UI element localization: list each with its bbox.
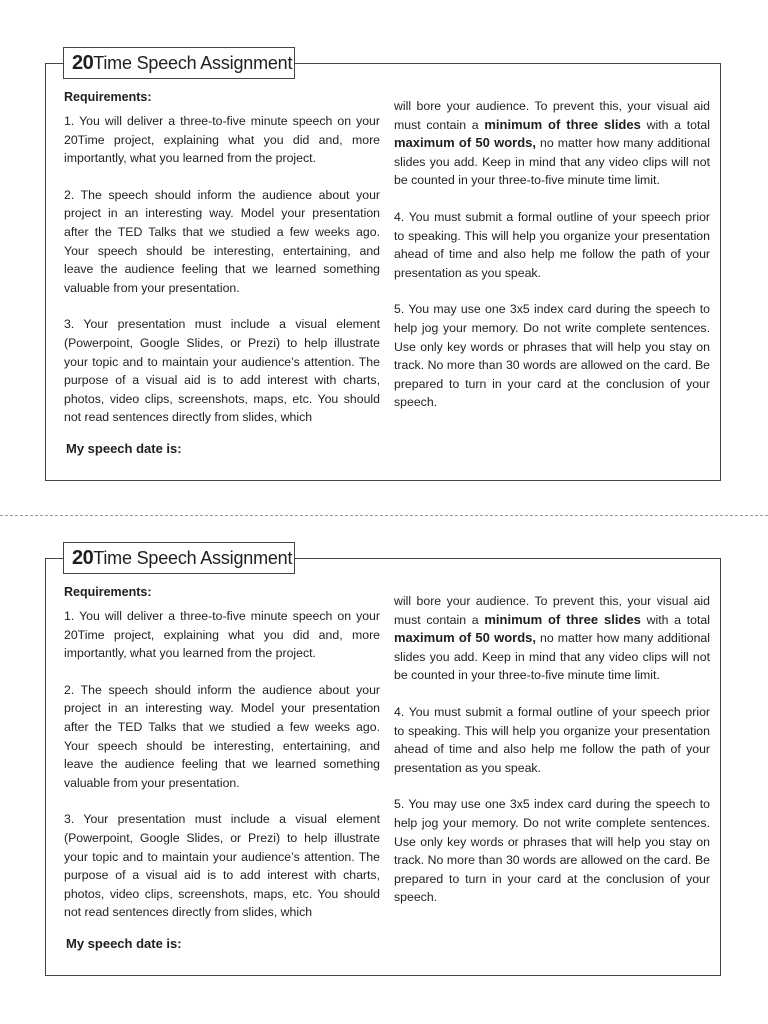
- card-title: [63, 542, 295, 574]
- title-number: 20: [72, 546, 94, 569]
- requirement-5: 5. You may use one 3x5 index card during the speech to help jog your memory. Do not write complete sentences. Use only key words or phrases that will help you stay on track. No more than 30 words are allowed on the card. Be prepared to turn in your card at the conclusion of your speech.: [394, 302, 710, 410]
- requirement-3: 3. Your presentation must include a visual element (Powerpoint, Google Slides, or Prezi) to help illustrate your topic and to maintain your audience’s attention. The purpose of a visual aid is to add interest with charts, photos, video clips, screenshots, maps, etc. You should not read sentences directly from slides, which: [64, 812, 380, 920]
- requirement-2: 2. The speech should inform the audience about your project in an interesting way. Model your presentation after the TED Talks that we studied a few weeks ago. Your speech should be interesting, entertaining, and leave the audience feeling that we learned something valuable from your presentation.: [64, 187, 380, 295]
- cut-line-divider: [0, 515, 768, 516]
- min-slides-emphasis: minimum of three slides: [484, 116, 641, 132]
- min-slides-emphasis: minimum of three slides: [484, 611, 641, 627]
- requirement-3-continued: will bore your audience. To prevent this, your visual aid must contain a minimum of three slides with a total maximum of 50 words, no matter how many additional slides you add. Keep in mind that any video clips will not be counted in your three-to-five minute time limit.: [394, 99, 710, 188]
- requirement-5: 5. You may use one 3x5 index card during the speech to help jog your memory. Do not write complete sentences. Use only key words or phrases that will help you stay on track. No more than 30 words are allowed on the card. Be prepared to turn in your card at the conclusion of your speech.: [394, 797, 710, 905]
- requirement-4: 4. You must submit a formal outline of your speech prior to speaking. This will help you organize your presentation ahead of time and also help me follow the path of your presentation as you speak.: [394, 209, 710, 280]
- assignment-card-top: [45, 51, 721, 481]
- speech-date-label: My speech date is:: [66, 441, 182, 456]
- title-text: Time Speech Assignment: [93, 547, 293, 568]
- card-title: [63, 47, 295, 79]
- requirement-1: 1. You will deliver a three-to-five minute speech on your 20Time project, explaining what you did and, more importantly, what you learned from the project.: [64, 114, 380, 166]
- title-text: Time Speech Assignment: [93, 52, 293, 73]
- requirement-2: 2. The speech should inform the audience about your project in an interesting way. Model your presentation after the TED Talks that we studied a few weeks ago. Your speech should be interesting, entertaining, and leave the audience feeling that we learned something valuable from your presentation.: [64, 682, 380, 790]
- left-column: [64, 583, 380, 940]
- assignment-card-bottom: [45, 546, 721, 976]
- left-column: [64, 88, 380, 445]
- requirements-heading: Requirements:: [64, 585, 152, 599]
- requirement-3-continued: will bore your audience. To prevent this, your visual aid must contain a minimum of three slides with a total maximum of 50 words, no matter how many additional slides you add. Keep in mind that any video clips will not be counted in your three-to-five minute time limit.: [394, 594, 710, 683]
- requirement-1: 1. You will deliver a three-to-five minute speech on your 20Time project, explaining what you did and, more importantly, what you learned from the project.: [64, 609, 380, 661]
- max-words-emphasis: maximum of 50 words,: [394, 630, 537, 646]
- requirement-4: 4. You must submit a formal outline of your speech prior to speaking. This will help you organize your presentation ahead of time and also help me follow the path of your presentation as you speak.: [394, 704, 710, 775]
- right-column: [394, 592, 710, 925]
- max-words-emphasis: maximum of 50 words,: [394, 135, 537, 151]
- requirement-3: 3. Your presentation must include a visual element (Powerpoint, Google Slides, or Prezi) to help illustrate your topic and to maintain your audience’s attention. The purpose of a visual aid is to add interest with charts, photos, video clips, screenshots, maps, etc. You should not read sentences directly from slides, which: [64, 317, 380, 425]
- title-number: 20: [72, 51, 94, 74]
- requirements-heading: Requirements:: [64, 90, 152, 104]
- right-column: [394, 97, 710, 430]
- speech-date-label: My speech date is:: [66, 936, 182, 951]
